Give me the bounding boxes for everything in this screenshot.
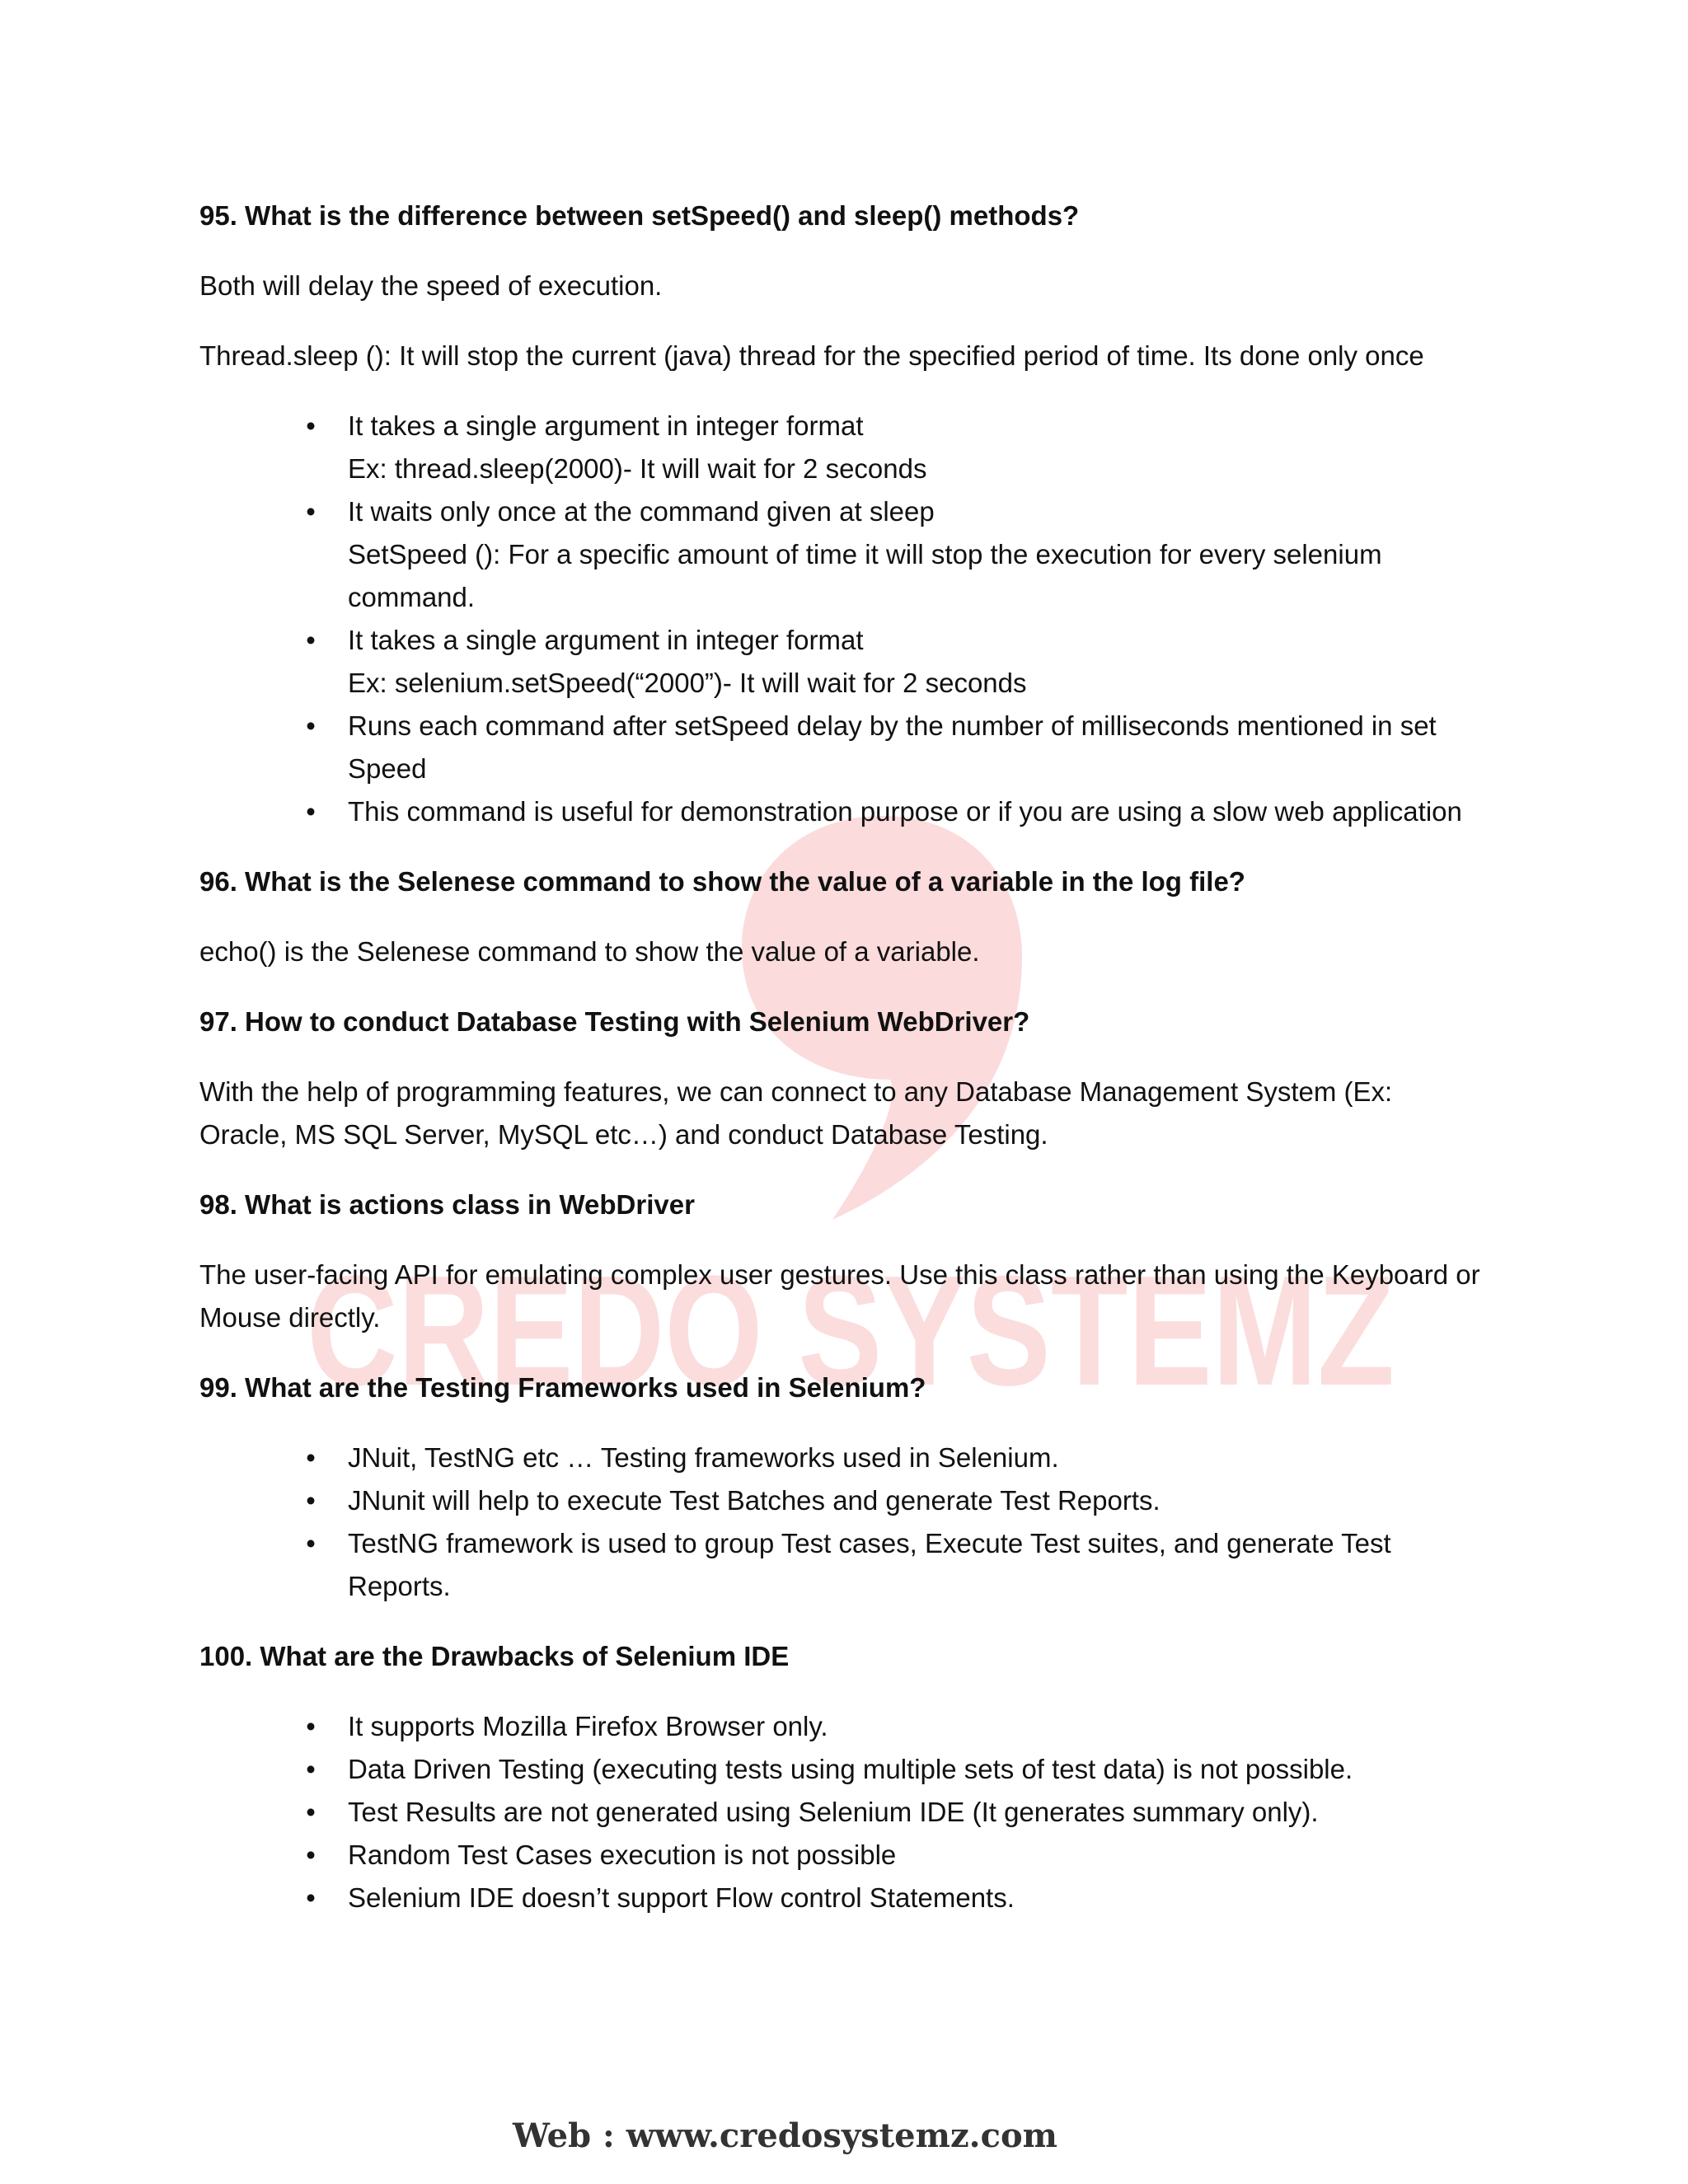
list-item (306, 1436, 1485, 1479)
question-heading: 100. What are the Drawbacks of Selenium IDE (199, 1641, 790, 1671)
section-100 (199, 1635, 1485, 1919)
bullet-icon: • (306, 1528, 316, 1558)
question-heading: 95. What is the difference between setSpeed() and sleep() methods? (199, 200, 1080, 231)
bullet-list (199, 1436, 1485, 1608)
bullet-icon: • (306, 1882, 316, 1913)
footer-website-text: Web : www.credosystemz.com (513, 2116, 1057, 2155)
bullet-list (199, 405, 1485, 833)
list-item (306, 1748, 1485, 1791)
bullet-icon: • (306, 1754, 316, 1784)
question-heading: 97. How to conduct Database Testing with Selenium WebDriver? (199, 1006, 1030, 1037)
bullet-icon: • (306, 1442, 316, 1473)
list-item-text: JNuit, TestNG etc … Testing frameworks used in Selenium. (348, 1442, 1059, 1473)
list-item-text: Runs each command after setSpeed delay by the number of milliseconds mentioned in set Speed (348, 710, 1437, 784)
list-item-text: It waits only once at the command given at sleep (348, 496, 935, 527)
document-content (199, 194, 1485, 1947)
list-item (306, 1705, 1485, 1748)
paragraph: The user-facing API for emulating complex user gestures. Use this class rather than using the Keyboard or Mouse directly. (199, 1259, 1480, 1333)
question-heading: 96. What is the Selenese command to show the value of a variable in the log file? (199, 866, 1245, 897)
list-item-text: This command is useful for demonstration purpose or if you are using a slow web application (348, 796, 1462, 827)
list-item-text: It takes a single argument in integer format (348, 625, 864, 655)
bullet-icon: • (306, 796, 316, 827)
list-item (306, 619, 1485, 705)
bullet-icon: • (306, 1711, 316, 1741)
bullet-icon: • (306, 496, 316, 527)
section-95 (199, 194, 1485, 833)
bullet-list (199, 1705, 1485, 1919)
paragraph: Both will delay the speed of execution. (199, 270, 663, 301)
list-item-text: TestNG framework is used to group Test cases, Execute Test suites, and generate Test Reports. (348, 1528, 1391, 1601)
section-98 (199, 1183, 1485, 1339)
bullet-icon: • (306, 1485, 316, 1516)
bullet-icon: • (306, 710, 316, 741)
list-item (306, 1791, 1485, 1834)
list-item-text: Ex: thread.sleep(2000)- It will wait for 2 seconds (348, 453, 927, 484)
list-item (306, 1522, 1485, 1608)
list-item-text: Random Test Cases execution is not possible (348, 1840, 897, 1870)
bullet-icon: • (306, 1797, 316, 1827)
paragraph: With the help of programming features, we can connect to any Database Management System (Ex: Oracle, MS SQL Server, MySQL etc…) and conduct Database Testing. (199, 1076, 1393, 1150)
svg-text:CREDO SYSTEMZ: CREDO SYSTEMZ (307, 1244, 1395, 1418)
list-item (306, 1479, 1485, 1522)
bullet-icon: • (306, 625, 316, 655)
section-96 (199, 860, 1485, 973)
bullet-icon: • (306, 410, 316, 441)
list-item-text: JNunit will help to execute Test Batches and generate Test Reports. (348, 1485, 1160, 1516)
section-99 (199, 1366, 1485, 1608)
list-item-text: Selenium IDE doesn’t support Flow control Statements. (348, 1882, 1015, 1913)
question-heading: 98. What is actions class in WebDriver (199, 1189, 695, 1220)
paragraph: Thread.sleep (): It will stop the current (java) thread for the specified period of time. Its done only once (199, 340, 1424, 371)
paragraph: echo() is the Selenese command to show the value of a variable. (199, 936, 980, 967)
list-item-text: Ex: selenium.setSpeed(“2000”)- It will wait for 2 seconds (348, 668, 1027, 698)
question-heading: 99. What are the Testing Frameworks used in Selenium? (199, 1372, 926, 1403)
section-97 (199, 1001, 1485, 1156)
bullet-icon: • (306, 1840, 316, 1870)
list-item-text: It takes a single argument in integer format (348, 410, 864, 441)
list-item (306, 490, 1485, 619)
list-item-text: It supports Mozilla Firefox Browser only. (348, 1711, 828, 1741)
list-item (306, 1877, 1485, 1919)
list-item (306, 705, 1485, 790)
list-item-text: SetSpeed (): For a specific amount of time it will stop the execution for every selenium command. (348, 539, 1382, 612)
list-item (306, 790, 1485, 833)
list-item-text: Test Results are not generated using Selenium IDE (It generates summary only). (348, 1797, 1319, 1827)
list-item (306, 405, 1485, 490)
list-item (306, 1834, 1485, 1877)
list-item-text: Data Driven Testing (executing tests using multiple sets of test data) is not possible. (348, 1754, 1353, 1784)
